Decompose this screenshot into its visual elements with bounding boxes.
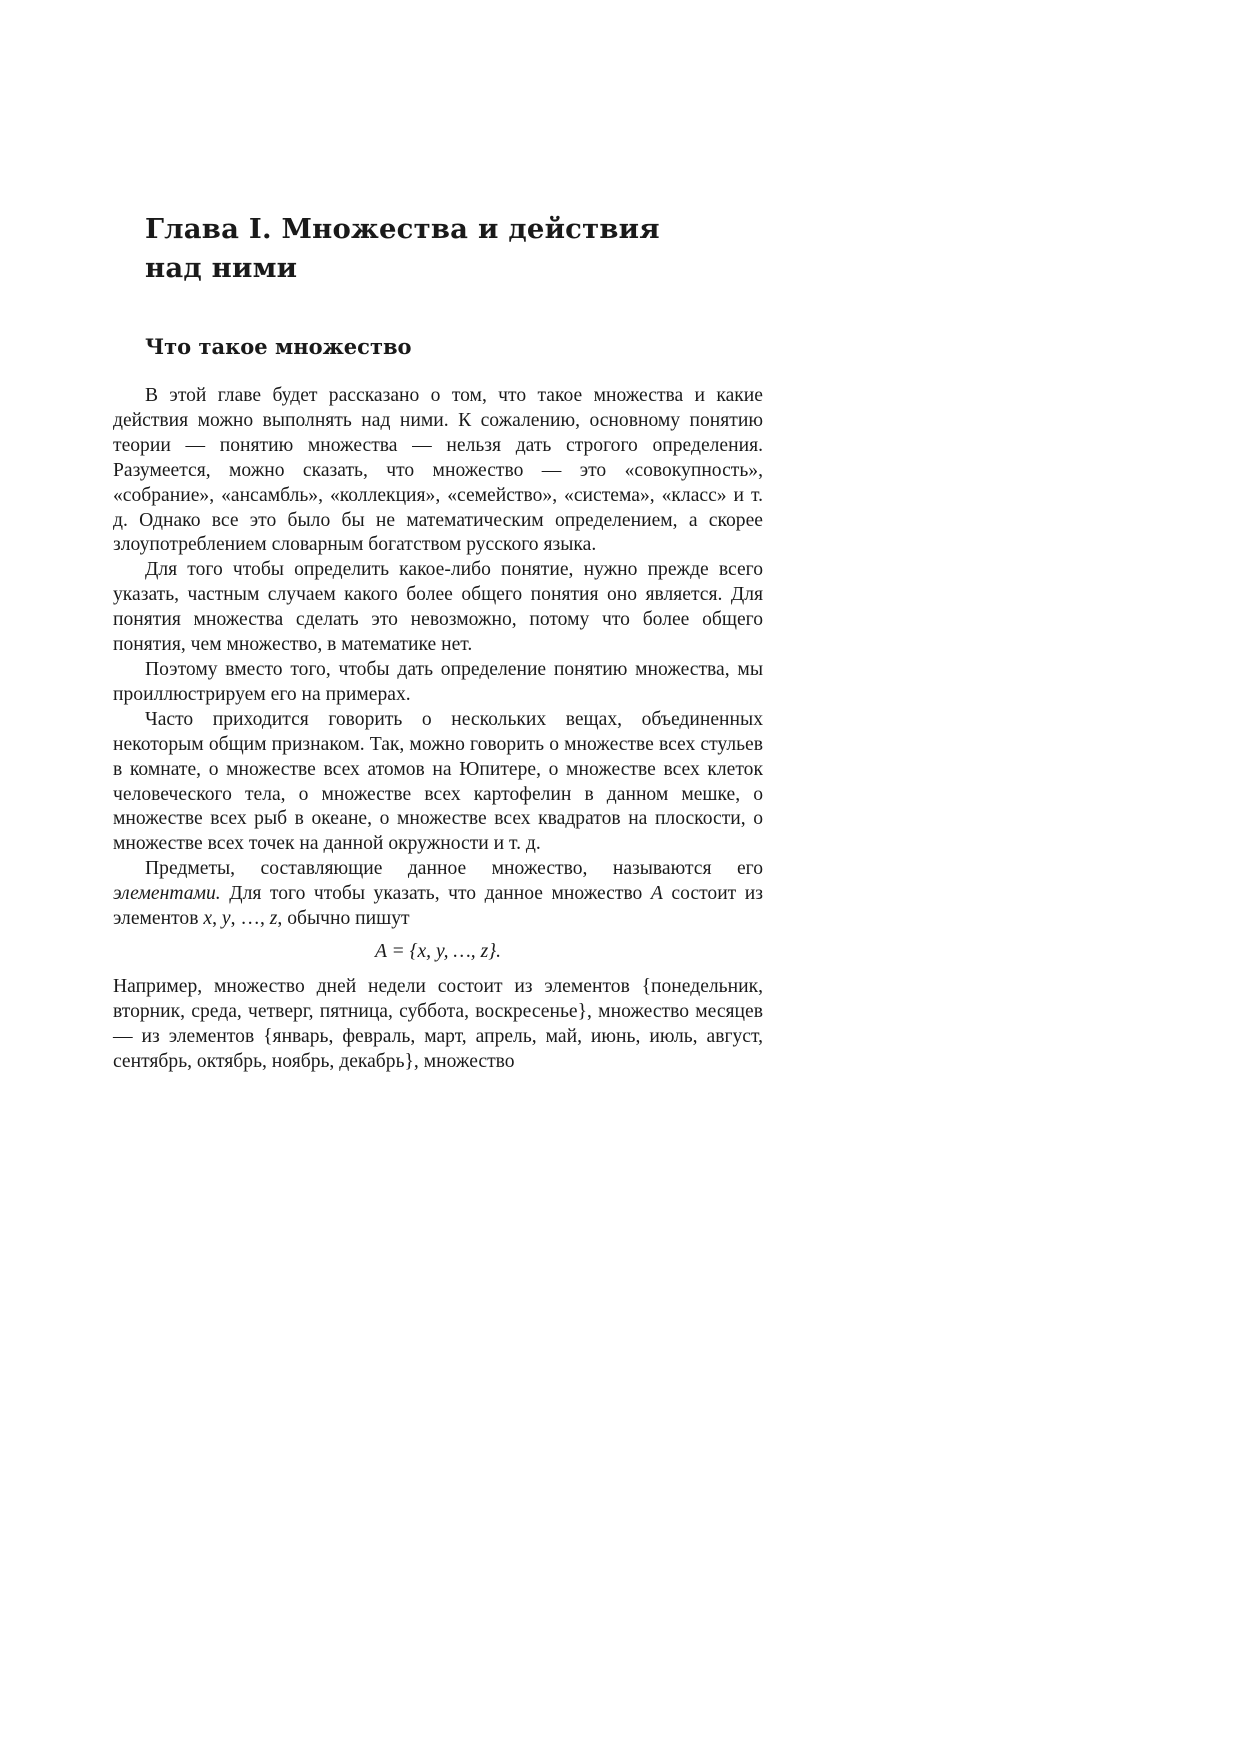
section-title: Что такое множество xyxy=(145,334,412,359)
variable-y: y xyxy=(221,908,231,930)
set-formula xyxy=(113,940,763,965)
paragraph-illustration: Поэтому вместо того, чтобы дать определение понятию множества, мы проиллюстрируем его на примерах. xyxy=(113,658,763,705)
paragraph-intro: В этой главе будет рассказано о том, что такое множества и какие действия можно выполнять над ними. К сожалению, основному понятию теории — понятию множества — нельзя дать строгого определения. Разумеется, можно сказать, что множество — это «совокупность», «собрание», «ансамбль», «коллекция», «семейство», «система», «класс» и т. д. Однако все это было бы не математическим определением, а скорее злоупотреблением словарным богатством русского языка. xyxy=(113,385,763,556)
elements-text-1: Предметы, составляющие данное множество, называются его xyxy=(145,858,763,880)
formula-text: A = {x, y, …, z}. xyxy=(375,940,501,962)
body-text xyxy=(113,384,763,1074)
elements-ellipsis: , …, xyxy=(230,908,270,930)
chapter-title-line-2: над ними xyxy=(145,252,298,284)
chapter-title-line-1: Глава I. Множества и действия xyxy=(145,213,660,245)
variable-z: z xyxy=(269,908,278,930)
paragraph-days-months: Например, множество дней недели состоит из элементов {понедельник, вторник, среда, четверг, пятница, суббота, воскресенье}, множество месяцев — из элементов {январь, февраль, март, апрель, май, июнь, июль, август, сентябрь, октябрь, ноябрь, декабрь}, множество xyxy=(113,975,763,1072)
paragraph-definition: Для того чтобы определить какое-либо понятие, нужно прежде всего указать, частным случаем какого более общего понятия оно является. Для понятия множества сделать это невозможно, потому что более общего понятия, чем множество, в математике нет. xyxy=(113,559,763,656)
variable-a: A xyxy=(650,883,663,905)
elements-term: элементами. xyxy=(113,883,221,905)
elements-text-2: Для того чтобы указать, что данное множество xyxy=(220,883,651,905)
paragraph-elements xyxy=(113,857,763,932)
paragraph-examples: Часто приходится говорить о нескольких вещах, объединенных некоторым общим признаком. Так, можно говорить о множестве всех стульев в комнате, о множестве всех атомов на Юпитере, о множестве всех клеток человеческого тела, о множестве всех картофелин в данном мешке, о множестве всех рыб в океане, о множестве всех квадратов на плоскости, о множестве всех точек на данной окружности и т. д. xyxy=(113,708,763,855)
elements-comma: , xyxy=(212,908,222,930)
elements-text-3: состоит из элементов xyxy=(113,883,764,930)
variable-x: x xyxy=(203,908,213,930)
chapter-title xyxy=(145,210,765,288)
elements-text-4: , обычно пишут xyxy=(277,908,410,930)
